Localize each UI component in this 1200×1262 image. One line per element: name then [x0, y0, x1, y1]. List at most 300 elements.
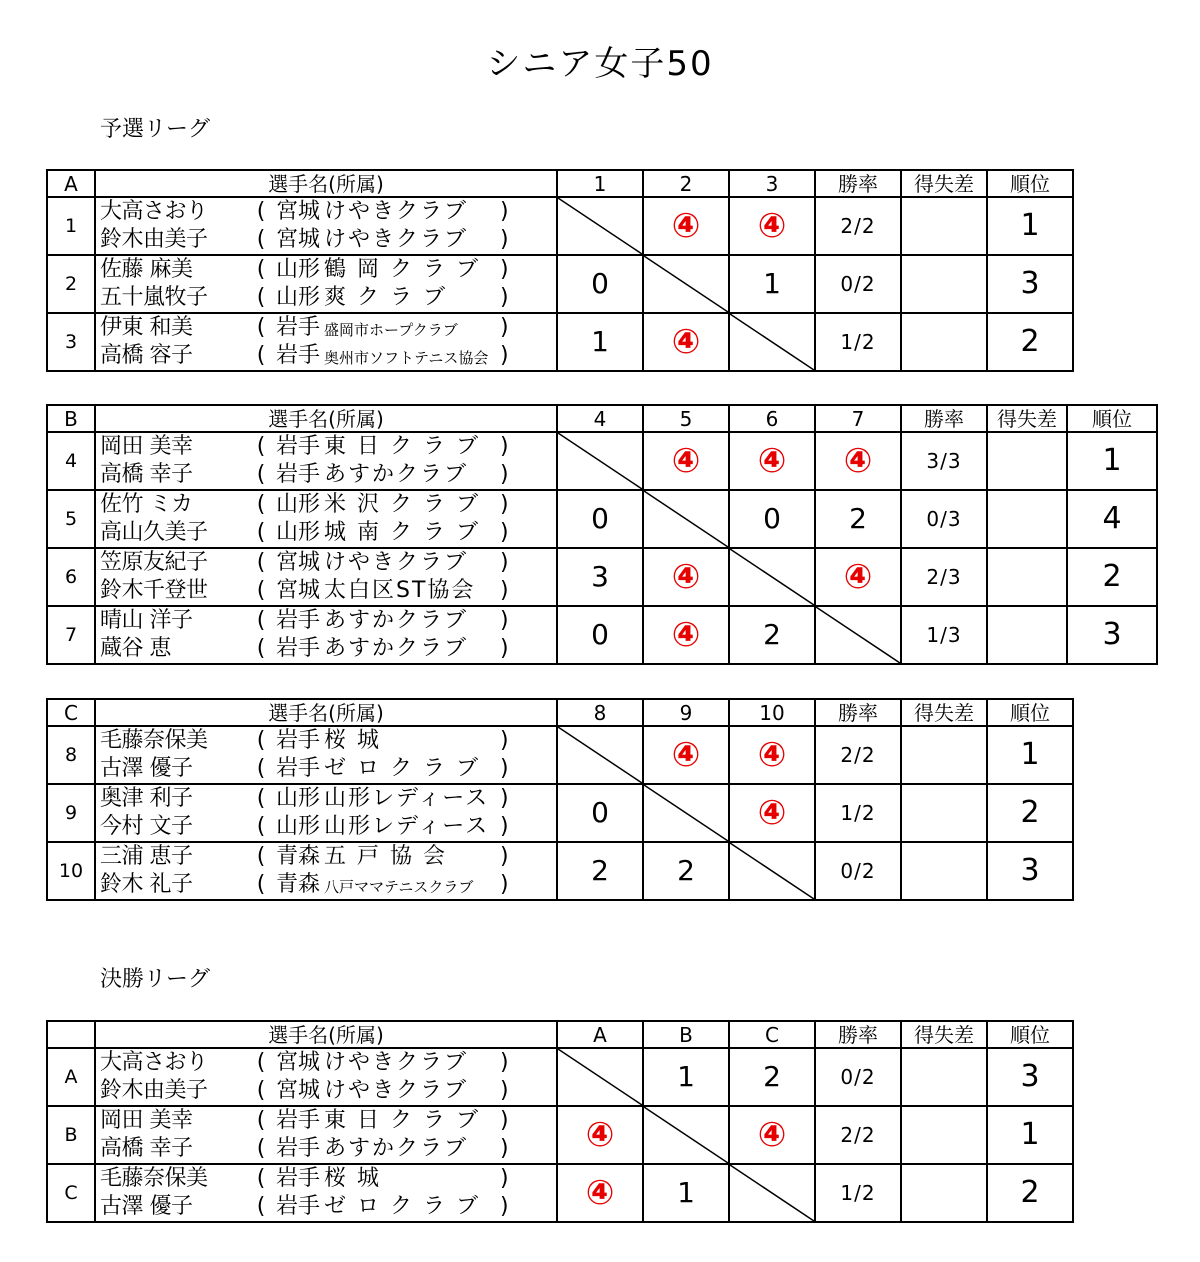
team-row	[47, 784, 1073, 842]
group-label: A	[47, 170, 95, 197]
diagonal-line	[558, 1049, 642, 1105]
player-line	[96, 813, 556, 841]
prefecture: 山形	[275, 520, 320, 545]
player-name: 高橋 容子	[100, 343, 193, 368]
player-column-header: 選手名(所属)	[95, 170, 557, 197]
point-diff-header: 得失差	[901, 1021, 987, 1048]
win-rate: 1/3	[901, 606, 987, 664]
win-rate: 2/2	[815, 197, 901, 255]
prefecture: 宮城	[275, 1050, 320, 1075]
page-title: シニア女子50	[486, 44, 714, 84]
open-paren: (	[256, 462, 266, 487]
club-name: けやきクラブ	[324, 199, 469, 224]
club-name: 桜 城	[324, 728, 381, 753]
prefecture: 宮城	[275, 1078, 320, 1103]
open-paren: (	[256, 608, 266, 633]
team-row	[47, 1106, 1073, 1164]
rank: 3	[1067, 606, 1157, 664]
diagonal-line	[730, 549, 814, 605]
team-number: 8	[47, 726, 95, 784]
win-score-cell: ④	[815, 548, 901, 606]
win-rate: 0/3	[901, 490, 987, 548]
player-name: 鈴木由美子	[100, 1078, 208, 1103]
close-paren: )	[500, 550, 509, 575]
score-cell: 1	[729, 255, 815, 313]
rank: 3	[987, 842, 1073, 900]
prefecture: 宮城	[275, 227, 320, 252]
close-paren: )	[500, 608, 509, 633]
close-paren: )	[500, 257, 509, 282]
close-paren: )	[500, 492, 509, 517]
player-line	[96, 1135, 556, 1163]
player-name: 古澤 優子	[100, 756, 193, 781]
team-number: C	[47, 1164, 95, 1222]
prefecture: 山形	[275, 257, 320, 282]
player-line	[96, 607, 556, 635]
score-cell: 2	[729, 1048, 815, 1106]
self-match-cell	[815, 606, 901, 664]
open-paren: (	[256, 434, 266, 459]
close-paren: )	[500, 756, 509, 781]
point-diff	[987, 548, 1067, 606]
prefecture: 山形	[275, 492, 320, 517]
opponent-column-header: 1	[557, 170, 643, 197]
win-score-cell: ④	[815, 432, 901, 490]
club-name: けやきクラブ	[324, 1050, 469, 1075]
self-match-cell	[643, 784, 729, 842]
team-number: 2	[47, 255, 95, 313]
prefecture: 宮城	[275, 199, 320, 224]
self-match-cell	[557, 726, 643, 784]
win-score-cell: ④	[643, 548, 729, 606]
win-rate-header: 勝率	[901, 405, 987, 432]
score-cell: 0	[557, 255, 643, 313]
prefecture: 岩手	[275, 315, 320, 340]
win-rate: 0/2	[815, 842, 901, 900]
close-paren: )	[500, 315, 509, 340]
close-paren: )	[500, 343, 509, 368]
close-paren: )	[500, 728, 509, 753]
player-name: 佐竹 ミカ	[100, 492, 193, 517]
score-cell: 1	[557, 313, 643, 371]
open-paren: (	[256, 786, 266, 811]
player-pair-cell	[95, 1106, 557, 1164]
score-cell: 2	[557, 842, 643, 900]
club-name: あすかクラブ	[324, 608, 469, 633]
win-score-cell: ④	[643, 726, 729, 784]
player-pair-cell	[95, 842, 557, 900]
opponent-column-header: 9	[643, 699, 729, 726]
player-column-header: 選手名(所属)	[95, 699, 557, 726]
point-diff	[901, 1106, 987, 1164]
point-diff	[987, 606, 1067, 664]
club-name: 山形レディース	[324, 786, 490, 811]
player-name: 鈴木 礼子	[100, 872, 193, 897]
score-cell: 1	[643, 1164, 729, 1222]
player-name: 佐藤 麻美	[100, 257, 193, 282]
team-row	[47, 548, 1157, 606]
open-paren: (	[256, 315, 266, 340]
open-paren: (	[256, 285, 266, 310]
club-name: 八戸ママテニスクラブ	[324, 877, 474, 896]
group-label	[47, 1021, 95, 1048]
open-paren: (	[256, 1050, 266, 1075]
club-name: 東 日 ク ラ ブ	[324, 434, 480, 459]
close-paren: )	[500, 1136, 509, 1161]
club-name: あすかクラブ	[324, 636, 469, 661]
group-label: B	[47, 405, 95, 432]
open-paren: (	[256, 578, 266, 603]
opponent-column-header: 5	[643, 405, 729, 432]
diagonal-line	[730, 314, 814, 370]
prefecture: 青森	[275, 844, 320, 869]
point-diff-header: 得失差	[901, 170, 987, 197]
open-paren: (	[256, 844, 266, 869]
open-paren: (	[256, 1078, 266, 1103]
opponent-column-header: B	[643, 1021, 729, 1048]
player-name: 大高さおり	[100, 1050, 208, 1075]
rank-header: 順位	[1067, 405, 1157, 432]
open-paren: (	[256, 728, 266, 753]
team-row	[47, 313, 1073, 371]
player-line	[96, 226, 556, 254]
team-number: 9	[47, 784, 95, 842]
self-match-cell	[557, 1048, 643, 1106]
point-diff	[901, 255, 987, 313]
prefecture: 青森	[275, 872, 320, 897]
win-rate: 1/2	[815, 313, 901, 371]
prefecture: 山形	[275, 814, 320, 839]
player-line	[96, 1077, 556, 1105]
open-paren: (	[256, 872, 266, 897]
open-paren: (	[256, 1136, 266, 1161]
player-line	[96, 1107, 556, 1135]
self-match-cell	[729, 548, 815, 606]
opponent-column-header: 2	[643, 170, 729, 197]
player-name: 笠原友紀子	[100, 550, 208, 575]
player-name: 大高さおり	[100, 199, 208, 224]
rank: 1	[987, 726, 1073, 784]
player-name: 晴山 洋子	[100, 608, 193, 633]
player-line	[96, 461, 556, 489]
player-name: 高橋 幸子	[100, 1136, 193, 1161]
prefecture: 岩手	[275, 1108, 320, 1133]
rank: 3	[987, 1048, 1073, 1106]
team-row	[47, 1048, 1073, 1106]
self-match-cell	[643, 490, 729, 548]
diagonal-line	[644, 491, 728, 547]
player-line	[96, 871, 556, 899]
team-row	[47, 842, 1073, 900]
win-rate: 3/3	[901, 432, 987, 490]
player-name: 岡田 美幸	[100, 1108, 193, 1133]
close-paren: )	[500, 1194, 509, 1219]
prefecture: 岩手	[275, 756, 320, 781]
score-cell: 1	[643, 1048, 729, 1106]
player-line	[96, 491, 556, 519]
close-paren: )	[500, 1050, 509, 1075]
self-match-cell	[643, 1106, 729, 1164]
prelim-league-heading: 予選リーグ	[100, 117, 211, 142]
point-diff	[901, 1164, 987, 1222]
score-cell: 2	[729, 606, 815, 664]
win-rate: 2/2	[815, 726, 901, 784]
opponent-column-header: C	[729, 1021, 815, 1048]
player-name: 三浦 恵子	[100, 844, 193, 869]
team-number: 5	[47, 490, 95, 548]
final-league-heading: 決勝リーグ	[100, 967, 211, 992]
close-paren: )	[500, 285, 509, 310]
player-line	[96, 342, 556, 370]
score-cell: 0	[557, 490, 643, 548]
rank: 1	[1067, 432, 1157, 490]
win-score-cell: ④	[729, 784, 815, 842]
point-diff-header: 得失差	[987, 405, 1067, 432]
point-diff	[901, 784, 987, 842]
club-name: 山形レディース	[324, 814, 490, 839]
opponent-column-header: 4	[557, 405, 643, 432]
self-match-cell	[729, 313, 815, 371]
point-diff	[901, 726, 987, 784]
player-pair-cell	[95, 548, 557, 606]
close-paren: )	[500, 786, 509, 811]
team-number: A	[47, 1048, 95, 1106]
close-paren: )	[500, 227, 509, 252]
score-cell: 2	[643, 842, 729, 900]
open-paren: (	[256, 1194, 266, 1219]
win-score-cell: ④	[643, 197, 729, 255]
player-line	[96, 284, 556, 312]
rank: 2	[987, 784, 1073, 842]
player-line	[96, 755, 556, 783]
opponent-column-header: 3	[729, 170, 815, 197]
close-paren: )	[500, 636, 509, 661]
rank: 2	[1067, 548, 1157, 606]
player-name: 今村 文子	[100, 814, 193, 839]
team-number: 4	[47, 432, 95, 490]
player-line	[96, 635, 556, 663]
player-column-header: 選手名(所属)	[95, 405, 557, 432]
rank: 4	[1067, 490, 1157, 548]
team-row	[47, 255, 1073, 313]
prefecture: 岩手	[275, 636, 320, 661]
open-paren: (	[256, 257, 266, 282]
close-paren: )	[500, 462, 509, 487]
player-pair-cell	[95, 490, 557, 548]
point-diff	[901, 1048, 987, 1106]
player-name: 蔵谷 恵	[100, 636, 171, 661]
opponent-column-header: 6	[729, 405, 815, 432]
player-name: 五十嵐牧子	[100, 285, 208, 310]
score-cell: 0	[557, 606, 643, 664]
rank: 2	[987, 1164, 1073, 1222]
open-paren: (	[256, 814, 266, 839]
open-paren: (	[256, 492, 266, 517]
player-pair-cell	[95, 313, 557, 371]
header-row	[47, 699, 1073, 726]
score-cell: 3	[557, 548, 643, 606]
club-name: あすかクラブ	[324, 1136, 469, 1161]
point-diff-header: 得失差	[901, 699, 987, 726]
prefecture: 岩手	[275, 434, 320, 459]
player-line	[96, 1165, 556, 1193]
close-paren: )	[500, 199, 509, 224]
prefecture: 宮城	[275, 550, 320, 575]
group-label: C	[47, 699, 95, 726]
opponent-column-header: 7	[815, 405, 901, 432]
team-row	[47, 197, 1073, 255]
player-pair-cell	[95, 432, 557, 490]
open-paren: (	[256, 343, 266, 368]
club-name: 東 日 ク ラ ブ	[324, 1108, 480, 1133]
rank: 1	[987, 1106, 1073, 1164]
team-row	[47, 490, 1157, 548]
player-name: 高橋 幸子	[100, 462, 193, 487]
win-score-cell: ④	[729, 197, 815, 255]
win-score-cell: ④	[729, 432, 815, 490]
diagonal-line	[558, 198, 642, 254]
team-number: 7	[47, 606, 95, 664]
point-diff	[901, 842, 987, 900]
win-rate: 1/2	[815, 784, 901, 842]
player-name: 奥津 利子	[100, 786, 193, 811]
player-pair-cell	[95, 784, 557, 842]
club-name: 米 沢 ク ラ ブ	[324, 492, 480, 517]
player-name: 岡田 美幸	[100, 434, 193, 459]
club-name: 五 戸 協 会	[324, 844, 447, 869]
team-row	[47, 432, 1157, 490]
close-paren: )	[500, 1166, 509, 1191]
open-paren: (	[256, 227, 266, 252]
prefecture: 岩手	[275, 728, 320, 753]
club-name: 桜 城	[324, 1166, 381, 1191]
player-line	[96, 433, 556, 461]
point-diff	[987, 490, 1067, 548]
point-diff	[901, 313, 987, 371]
win-score-cell: ④	[643, 313, 729, 371]
club-name: ゼ ロ ク ラ ブ	[324, 1194, 480, 1219]
prefecture: 岩手	[275, 608, 320, 633]
open-paren: (	[256, 550, 266, 575]
rank-header: 順位	[987, 699, 1073, 726]
header-row	[47, 1021, 1073, 1048]
diagonal-line	[730, 843, 814, 899]
close-paren: )	[500, 434, 509, 459]
self-match-cell	[729, 842, 815, 900]
club-name: けやきクラブ	[324, 227, 469, 252]
win-rate-header: 勝率	[815, 170, 901, 197]
prefecture: 岩手	[275, 1136, 320, 1161]
win-score-cell: ④	[643, 606, 729, 664]
win-rate-header: 勝率	[815, 1021, 901, 1048]
score-cell: 0	[729, 490, 815, 548]
prelim-group-table	[46, 698, 1074, 901]
win-rate: 0/2	[815, 1048, 901, 1106]
prefecture: 山形	[275, 786, 320, 811]
prefecture: 岩手	[275, 1194, 320, 1219]
prefecture: 岩手	[275, 462, 320, 487]
open-paren: (	[256, 520, 266, 545]
rank: 3	[987, 255, 1073, 313]
opponent-column-header: 8	[557, 699, 643, 726]
player-name: 高山久美子	[100, 520, 208, 545]
close-paren: )	[500, 520, 509, 545]
close-paren: )	[500, 814, 509, 839]
team-row	[47, 606, 1157, 664]
open-paren: (	[256, 1166, 266, 1191]
win-score-cell: ④	[729, 1106, 815, 1164]
player-pair-cell	[95, 726, 557, 784]
team-number: 10	[47, 842, 95, 900]
header-row	[47, 170, 1073, 197]
team-number: 6	[47, 548, 95, 606]
team-row	[47, 1164, 1073, 1222]
prefecture: 宮城	[275, 578, 320, 603]
player-line	[96, 314, 556, 342]
club-name: 城 南 ク ラ ブ	[324, 520, 480, 545]
player-name: 毛藤奈保美	[100, 1166, 208, 1191]
win-score-cell: ④	[643, 432, 729, 490]
player-line	[96, 727, 556, 755]
prelim-group-table	[46, 404, 1158, 665]
close-paren: )	[500, 578, 509, 603]
diagonal-line	[558, 433, 642, 489]
player-line	[96, 198, 556, 226]
rank-header: 順位	[987, 1021, 1073, 1048]
club-name: 太白区ST協会	[324, 578, 476, 603]
diagonal-line	[644, 1107, 728, 1163]
player-name: 毛藤奈保美	[100, 728, 208, 753]
win-score-cell: ④	[557, 1164, 643, 1222]
open-paren: (	[256, 756, 266, 781]
opponent-column-header: 10	[729, 699, 815, 726]
open-paren: (	[256, 199, 266, 224]
club-name: 奥州市ソフトテニス協会	[324, 348, 489, 367]
close-paren: )	[500, 1108, 509, 1133]
prelim-group-table	[46, 169, 1074, 372]
close-paren: )	[500, 1078, 509, 1103]
player-line	[96, 577, 556, 605]
open-paren: (	[256, 636, 266, 661]
player-pair-cell	[95, 197, 557, 255]
score-cell: 2	[815, 490, 901, 548]
player-pair-cell	[95, 255, 557, 313]
win-rate: 2/3	[901, 548, 987, 606]
rank-header: 順位	[987, 170, 1073, 197]
player-line	[96, 549, 556, 577]
win-score-cell: ④	[557, 1106, 643, 1164]
self-match-cell	[643, 255, 729, 313]
diagonal-line	[730, 1165, 814, 1221]
prefecture: 岩手	[275, 343, 320, 368]
player-name: 伊東 和美	[100, 315, 193, 340]
open-paren: (	[256, 1108, 266, 1133]
team-number: 1	[47, 197, 95, 255]
diagonal-line	[816, 607, 900, 663]
team-number: 3	[47, 313, 95, 371]
win-rate-header: 勝率	[815, 699, 901, 726]
club-name: ゼ ロ ク ラ ブ	[324, 756, 480, 781]
player-name: 鈴木千登世	[100, 578, 208, 603]
player-line	[96, 785, 556, 813]
rank: 2	[987, 313, 1073, 371]
player-line	[96, 519, 556, 547]
close-paren: )	[500, 844, 509, 869]
club-name: 鶴 岡 ク ラ ブ	[324, 257, 480, 282]
rank: 1	[987, 197, 1073, 255]
win-rate: 2/2	[815, 1106, 901, 1164]
final-league-table	[46, 1020, 1074, 1223]
